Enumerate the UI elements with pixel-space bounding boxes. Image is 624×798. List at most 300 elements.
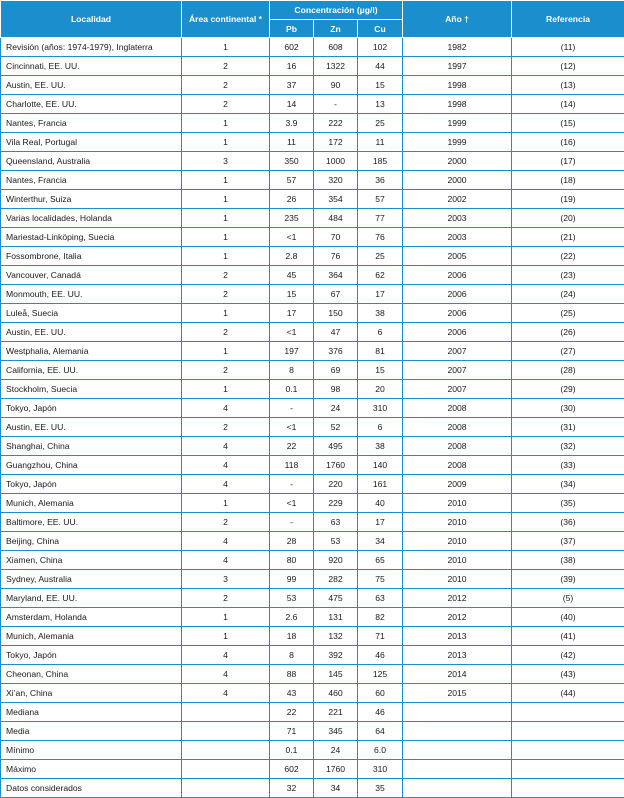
- cell-cu: 81: [358, 342, 403, 361]
- cell-anio: 2010: [403, 532, 512, 551]
- cell-pb: <1: [270, 494, 314, 513]
- cell-referencia: (18): [512, 171, 624, 190]
- cell-area: 1: [182, 494, 270, 513]
- cell-pb: 28: [270, 532, 314, 551]
- cell-zn: 131: [314, 608, 358, 627]
- cell-anio: 2005: [403, 247, 512, 266]
- cell-area: 3: [182, 152, 270, 171]
- cell-anio: 1999: [403, 114, 512, 133]
- cell-pb: 88: [270, 665, 314, 684]
- cell-localidad: Munich, Alemania: [1, 627, 182, 646]
- cell-localidad: Maryland, EE. UU.: [1, 589, 182, 608]
- table-row: [1, 399, 624, 418]
- table-row: [1, 38, 624, 57]
- cell-zn: 1000: [314, 152, 358, 171]
- cell-zn: 354: [314, 190, 358, 209]
- cell-referencia: (22): [512, 247, 624, 266]
- cell-anio: 2006: [403, 285, 512, 304]
- cell-cu: 63: [358, 589, 403, 608]
- cell-localidad: Mariestad-Linköping, Suecia: [1, 228, 182, 247]
- cell-localidad: Guangzhou, China: [1, 456, 182, 475]
- stat-zn: 221: [314, 703, 358, 722]
- table-row: [1, 247, 624, 266]
- cell-pb: -: [270, 513, 314, 532]
- cell-zn: 67: [314, 285, 358, 304]
- cell-anio: 2007: [403, 342, 512, 361]
- cell-zn: 52: [314, 418, 358, 437]
- stat-cu: 64: [358, 722, 403, 741]
- cell-pb: 99: [270, 570, 314, 589]
- table-row: [1, 608, 624, 627]
- cell-localidad: Westphalia, Alemania: [1, 342, 182, 361]
- cell-pb: -: [270, 399, 314, 418]
- cell-cu: 6: [358, 323, 403, 342]
- cell-referencia: (33): [512, 456, 624, 475]
- stats-row: [1, 779, 624, 798]
- cell-cu: 15: [358, 361, 403, 380]
- stat-label: Mediana: [1, 703, 182, 722]
- cell-pb: 3.9: [270, 114, 314, 133]
- cell-referencia-empty: [512, 703, 624, 722]
- cell-area: 4: [182, 684, 270, 703]
- cell-pb: 17: [270, 304, 314, 323]
- cell-zn: 376: [314, 342, 358, 361]
- cell-localidad: Munich, Alemania: [1, 494, 182, 513]
- cell-localidad: Tokyo, Japón: [1, 399, 182, 418]
- table-row: [1, 551, 624, 570]
- table-row: [1, 133, 624, 152]
- cell-zn: 70: [314, 228, 358, 247]
- stats-row: [1, 760, 624, 779]
- cell-cu: 60: [358, 684, 403, 703]
- cell-anio: 2007: [403, 361, 512, 380]
- cell-zn: 1322: [314, 57, 358, 76]
- header-pb: Pb: [270, 20, 314, 38]
- cell-pb: <1: [270, 323, 314, 342]
- cell-pb: 57: [270, 171, 314, 190]
- cell-cu: 76: [358, 228, 403, 247]
- cell-anio-empty: [403, 760, 512, 779]
- table-row: [1, 418, 624, 437]
- cell-anio: 2008: [403, 456, 512, 475]
- cell-localidad: Winterthur, Suiza: [1, 190, 182, 209]
- table-row: [1, 114, 624, 133]
- cell-pb: 235: [270, 209, 314, 228]
- cell-anio: 2003: [403, 209, 512, 228]
- cell-area: 4: [182, 437, 270, 456]
- cell-pb: 8: [270, 646, 314, 665]
- cell-area: 2: [182, 513, 270, 532]
- cell-area: 2: [182, 57, 270, 76]
- cell-zn: 282: [314, 570, 358, 589]
- cell-referencia-empty: [512, 741, 624, 760]
- cell-anio: 2015: [403, 684, 512, 703]
- cell-cu: 77: [358, 209, 403, 228]
- cell-pb: <1: [270, 418, 314, 437]
- cell-area: 1: [182, 228, 270, 247]
- table-row: [1, 152, 624, 171]
- cell-referencia: (27): [512, 342, 624, 361]
- cell-cu: 125: [358, 665, 403, 684]
- cell-zn: 229: [314, 494, 358, 513]
- cell-anio-empty: [403, 779, 512, 798]
- cell-cu: 13: [358, 95, 403, 114]
- cell-localidad: Austin, EE. UU.: [1, 323, 182, 342]
- stat-cu: 46: [358, 703, 403, 722]
- cell-zn: 495: [314, 437, 358, 456]
- cell-localidad: Amsterdam, Holanda: [1, 608, 182, 627]
- cell-cu: 161: [358, 475, 403, 494]
- cell-localidad: Stockholm, Suecia: [1, 380, 182, 399]
- cell-referencia: (25): [512, 304, 624, 323]
- cell-cu: 15: [358, 76, 403, 95]
- cell-zn: 222: [314, 114, 358, 133]
- cell-cu: 102: [358, 38, 403, 57]
- cell-area: 2: [182, 266, 270, 285]
- cell-pb: -: [270, 475, 314, 494]
- stats-row: [1, 741, 624, 760]
- cell-anio: 1982: [403, 38, 512, 57]
- cell-anio: 2012: [403, 608, 512, 627]
- stat-label: Máximo: [1, 760, 182, 779]
- cell-referencia: (17): [512, 152, 624, 171]
- cell-zn: -: [314, 95, 358, 114]
- cell-zn: 24: [314, 399, 358, 418]
- cell-localidad: California, EE. UU.: [1, 361, 182, 380]
- cell-referencia: (32): [512, 437, 624, 456]
- cell-pb: 2.6: [270, 608, 314, 627]
- cell-localidad: Charlotte, EE. UU.: [1, 95, 182, 114]
- cell-cu: 65: [358, 551, 403, 570]
- cell-localidad: Fossombrone, Italia: [1, 247, 182, 266]
- cell-cu: 6: [358, 418, 403, 437]
- cell-cu: 40: [358, 494, 403, 513]
- cell-referencia: (41): [512, 627, 624, 646]
- cell-referencia-empty: [512, 779, 624, 798]
- cell-anio: 2000: [403, 152, 512, 171]
- stat-zn: 34: [314, 779, 358, 798]
- cell-cu: 20: [358, 380, 403, 399]
- cell-pb: 14: [270, 95, 314, 114]
- stat-pb: 32: [270, 779, 314, 798]
- cell-referencia-empty: [512, 760, 624, 779]
- cell-referencia: (23): [512, 266, 624, 285]
- cell-area-empty: [182, 779, 270, 798]
- cell-localidad: Sydney, Australia: [1, 570, 182, 589]
- cell-referencia: (35): [512, 494, 624, 513]
- cell-pb: 118: [270, 456, 314, 475]
- cell-area: 1: [182, 342, 270, 361]
- table-row: [1, 266, 624, 285]
- table-row: [1, 570, 624, 589]
- cell-anio: 2013: [403, 627, 512, 646]
- header-area: Área continental *: [182, 1, 270, 38]
- table-row: [1, 475, 624, 494]
- cell-localidad: Austin, EE. UU.: [1, 418, 182, 437]
- cell-referencia: (39): [512, 570, 624, 589]
- cell-localidad: Austin, EE. UU.: [1, 76, 182, 95]
- cell-referencia: (30): [512, 399, 624, 418]
- cell-area: 3: [182, 570, 270, 589]
- cell-localidad: Vancouver, Canadá: [1, 266, 182, 285]
- cell-referencia: (42): [512, 646, 624, 665]
- cell-referencia: (43): [512, 665, 624, 684]
- cell-zn: 608: [314, 38, 358, 57]
- cell-cu: 25: [358, 247, 403, 266]
- cell-area: 1: [182, 608, 270, 627]
- cell-pb: 197: [270, 342, 314, 361]
- cell-localidad: Cincinnati, EE. UU.: [1, 57, 182, 76]
- cell-area: 4: [182, 551, 270, 570]
- cell-zn: 172: [314, 133, 358, 152]
- cell-cu: 25: [358, 114, 403, 133]
- table-row: [1, 684, 624, 703]
- cell-cu: 310: [358, 399, 403, 418]
- cell-area: 1: [182, 304, 270, 323]
- cell-anio: 1998: [403, 95, 512, 114]
- cell-cu: 46: [358, 646, 403, 665]
- cell-cu: 62: [358, 266, 403, 285]
- cell-anio: 2006: [403, 304, 512, 323]
- cell-pb: 15: [270, 285, 314, 304]
- stat-pb: 22: [270, 703, 314, 722]
- cell-pb: 43: [270, 684, 314, 703]
- cell-area: 2: [182, 589, 270, 608]
- cell-cu: 11: [358, 133, 403, 152]
- cell-anio: 2009: [403, 475, 512, 494]
- cell-cu: 185: [358, 152, 403, 171]
- cell-area: 1: [182, 627, 270, 646]
- cell-area: 1: [182, 190, 270, 209]
- cell-zn: 320: [314, 171, 358, 190]
- table-row: [1, 57, 624, 76]
- cell-referencia-empty: [512, 722, 624, 741]
- cell-pb: 602: [270, 38, 314, 57]
- cell-zn: 132: [314, 627, 358, 646]
- cell-zn: 98: [314, 380, 358, 399]
- cell-referencia: (38): [512, 551, 624, 570]
- cell-localidad: Cheonan, China: [1, 665, 182, 684]
- cell-referencia: (26): [512, 323, 624, 342]
- cell-localidad: Xiamen, China: [1, 551, 182, 570]
- cell-localidad: Tokyo, Japón: [1, 475, 182, 494]
- cell-anio: 2003: [403, 228, 512, 247]
- table-row: [1, 361, 624, 380]
- cell-pb: <1: [270, 228, 314, 247]
- table-row: [1, 456, 624, 475]
- cell-area-empty: [182, 703, 270, 722]
- cell-anio: 2008: [403, 418, 512, 437]
- cell-pb: 22: [270, 437, 314, 456]
- table-row: [1, 513, 624, 532]
- table-row: [1, 304, 624, 323]
- cell-anio: 2006: [403, 323, 512, 342]
- stats-row: [1, 722, 624, 741]
- cell-area-empty: [182, 760, 270, 779]
- cell-referencia: (36): [512, 513, 624, 532]
- cell-zn: 460: [314, 684, 358, 703]
- cell-referencia: (13): [512, 76, 624, 95]
- cell-anio: 1999: [403, 133, 512, 152]
- cell-anio: 2010: [403, 551, 512, 570]
- stat-pb: 602: [270, 760, 314, 779]
- cell-anio: 2010: [403, 513, 512, 532]
- table-row: [1, 323, 624, 342]
- header-zn: Zn: [314, 20, 358, 38]
- cell-localidad: Baltimore, EE. UU.: [1, 513, 182, 532]
- cell-area: 4: [182, 456, 270, 475]
- cell-area: 1: [182, 38, 270, 57]
- table-header: [1, 1, 624, 38]
- table-row: [1, 437, 624, 456]
- cell-localidad: Revisión (años: 1974-1979), Inglaterra: [1, 38, 182, 57]
- cell-anio: 2002: [403, 190, 512, 209]
- stat-zn: 1760: [314, 760, 358, 779]
- table-body: [1, 38, 624, 798]
- stat-label: Media: [1, 722, 182, 741]
- cell-pb: 80: [270, 551, 314, 570]
- cell-referencia: (31): [512, 418, 624, 437]
- cell-area: 4: [182, 532, 270, 551]
- cell-localidad: Luleå, Suecia: [1, 304, 182, 323]
- cell-pb: 2.8: [270, 247, 314, 266]
- table-row: [1, 627, 624, 646]
- table-row: [1, 380, 624, 399]
- cell-pb: 45: [270, 266, 314, 285]
- stat-pb: 0.1: [270, 741, 314, 760]
- cell-referencia: (20): [512, 209, 624, 228]
- cell-cu: 34: [358, 532, 403, 551]
- cell-cu: 38: [358, 304, 403, 323]
- cell-referencia: (28): [512, 361, 624, 380]
- cell-area: 4: [182, 475, 270, 494]
- cell-area: 1: [182, 247, 270, 266]
- table-row: [1, 228, 624, 247]
- stat-cu: 35: [358, 779, 403, 798]
- stats-row: [1, 703, 624, 722]
- cell-anio: 2013: [403, 646, 512, 665]
- cell-anio: 2008: [403, 437, 512, 456]
- cell-referencia: (11): [512, 38, 624, 57]
- cell-referencia: (29): [512, 380, 624, 399]
- cell-pb: 53: [270, 589, 314, 608]
- stat-label: Datos considerados: [1, 779, 182, 798]
- cell-anio-empty: [403, 741, 512, 760]
- cell-localidad: Varias localidades, Holanda: [1, 209, 182, 228]
- cell-referencia: (14): [512, 95, 624, 114]
- header-cu: Cu: [358, 20, 403, 38]
- cell-area: 1: [182, 380, 270, 399]
- table-row: [1, 190, 624, 209]
- stat-cu: 6.0: [358, 741, 403, 760]
- table-row: [1, 665, 624, 684]
- cell-localidad: Vila Real, Portugal: [1, 133, 182, 152]
- cell-zn: 484: [314, 209, 358, 228]
- cell-localidad: Tokyo, Japón: [1, 646, 182, 665]
- cell-localidad: Shanghai, China: [1, 437, 182, 456]
- table-row: [1, 494, 624, 513]
- cell-zn: 475: [314, 589, 358, 608]
- cell-zn: 392: [314, 646, 358, 665]
- cell-pb: 8: [270, 361, 314, 380]
- cell-area: 4: [182, 665, 270, 684]
- cell-area: 4: [182, 399, 270, 418]
- cell-pb: 18: [270, 627, 314, 646]
- cell-anio: 1998: [403, 76, 512, 95]
- cell-anio: 2010: [403, 494, 512, 513]
- header-referencia: Referencia: [512, 1, 624, 38]
- cell-area: 2: [182, 323, 270, 342]
- cell-cu: 82: [358, 608, 403, 627]
- cell-referencia: (40): [512, 608, 624, 627]
- cell-referencia: (19): [512, 190, 624, 209]
- cell-zn: 69: [314, 361, 358, 380]
- cell-zn: 63: [314, 513, 358, 532]
- cell-cu: 75: [358, 570, 403, 589]
- cell-area: 1: [182, 171, 270, 190]
- cell-area: 1: [182, 114, 270, 133]
- cell-area-empty: [182, 722, 270, 741]
- cell-localidad: Monmouth, EE. UU.: [1, 285, 182, 304]
- cell-cu: 57: [358, 190, 403, 209]
- cell-zn: 76: [314, 247, 358, 266]
- table-row: [1, 95, 624, 114]
- table-row: [1, 171, 624, 190]
- cell-cu: 44: [358, 57, 403, 76]
- cell-zn: 920: [314, 551, 358, 570]
- cell-referencia: (34): [512, 475, 624, 494]
- cell-anio-empty: [403, 703, 512, 722]
- cell-cu: 36: [358, 171, 403, 190]
- table-row: [1, 342, 624, 361]
- header-concentracion: Concentración (µg/l): [270, 1, 403, 20]
- stat-zn: 345: [314, 722, 358, 741]
- cell-area: 2: [182, 361, 270, 380]
- cell-area: 4: [182, 646, 270, 665]
- cell-referencia: (5): [512, 589, 624, 608]
- cell-anio: 2007: [403, 380, 512, 399]
- cell-cu: 71: [358, 627, 403, 646]
- table-row: [1, 532, 624, 551]
- header-localidad: Localidad: [1, 1, 182, 38]
- cell-zn: 364: [314, 266, 358, 285]
- cell-referencia: (37): [512, 532, 624, 551]
- cell-anio-empty: [403, 722, 512, 741]
- stat-zn: 24: [314, 741, 358, 760]
- cell-area: 2: [182, 95, 270, 114]
- cell-referencia: (24): [512, 285, 624, 304]
- cell-area: 1: [182, 209, 270, 228]
- table-row: [1, 285, 624, 304]
- cell-localidad: Nantes, Francia: [1, 171, 182, 190]
- table-row: [1, 646, 624, 665]
- cell-anio: 2014: [403, 665, 512, 684]
- cell-zn: 220: [314, 475, 358, 494]
- cell-cu: 140: [358, 456, 403, 475]
- table-row: [1, 589, 624, 608]
- stat-cu: 310: [358, 760, 403, 779]
- cell-referencia: (44): [512, 684, 624, 703]
- header-anio: Año †: [403, 1, 512, 38]
- cell-cu: 38: [358, 437, 403, 456]
- cell-zn: 47: [314, 323, 358, 342]
- cell-anio: 2000: [403, 171, 512, 190]
- cell-cu: 17: [358, 285, 403, 304]
- cell-pb: 16: [270, 57, 314, 76]
- cell-referencia: (16): [512, 133, 624, 152]
- cell-area-empty: [182, 741, 270, 760]
- cell-referencia: (15): [512, 114, 624, 133]
